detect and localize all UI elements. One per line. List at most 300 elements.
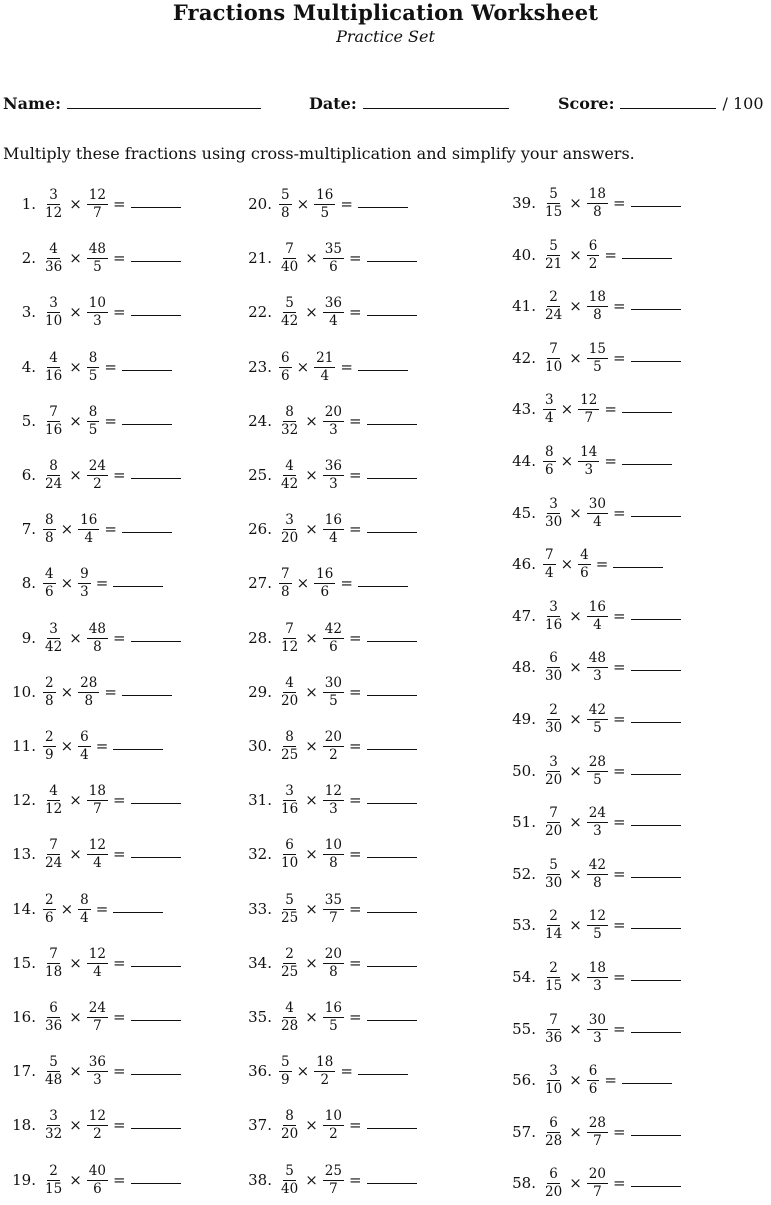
first-numerator: 6 [281,349,290,366]
equals-sign: = [348,1171,362,1189]
second-numerator: 8 [80,891,89,908]
answer-blank[interactable] [367,522,417,533]
answer-blank[interactable] [131,197,181,208]
first-numerator: 4 [49,240,58,257]
first-denominator: 20 [545,771,563,788]
second-numerator: 16 [316,186,334,203]
problem-number: 31. [248,791,272,809]
second-denominator: 3 [329,421,338,438]
second-numerator: 16 [324,511,342,528]
equals-sign: = [612,658,626,676]
times-sign: × [60,574,74,592]
second-denominator: 6 [329,638,338,655]
first-numerator: 2 [49,1162,58,1179]
second-denominator: 6 [588,1080,598,1097]
answer-blank[interactable] [622,402,672,413]
first-fraction [279,459,300,492]
first-numerator: 3 [549,753,558,770]
answer-blank[interactable] [131,1173,181,1184]
second-numerator: 12 [88,836,106,853]
second-fraction [323,296,344,329]
second-numerator: 36 [88,1053,106,1070]
equals-sign: = [340,574,353,592]
times-sign: × [296,574,310,592]
first-fraction [43,459,64,492]
second-fraction [587,858,608,891]
first-denominator: 21 [545,255,563,272]
first-numerator: 4 [285,457,294,474]
second-denominator: 4 [329,529,338,546]
answer-blank[interactable] [122,414,172,425]
problem-item [0,182,181,226]
first-fraction [279,567,292,600]
problem-number: 51. [512,813,536,831]
problem-number: 26. [248,520,272,538]
problem-item [0,507,172,551]
second-fraction [323,622,344,655]
equals-sign: = [95,737,109,755]
problem-item [240,832,417,876]
second-denominator: 4 [80,909,89,926]
equals-sign: = [112,1116,126,1134]
answer-blank[interactable] [113,576,163,587]
second-numerator: 16 [588,598,606,615]
answer-blank[interactable] [367,902,417,913]
first-numerator: 5 [549,856,558,873]
second-fraction [323,838,344,871]
second-denominator: 6 [329,258,338,275]
problem-number: 58. [512,1174,536,1192]
problem-number: 11. [12,737,36,755]
answer-blank[interactable] [622,248,672,259]
equals-sign: = [604,452,617,470]
answer-blank[interactable] [131,1118,181,1129]
equals-sign: = [112,1062,126,1080]
first-denominator: 9 [281,1071,290,1088]
problem-number: 35. [248,1008,272,1026]
answer-blank[interactable] [367,956,417,967]
equals-sign: = [348,1116,362,1134]
answer-blank[interactable] [367,1118,417,1129]
first-numerator: 8 [285,728,294,745]
answer-blank[interactable] [113,902,163,913]
times-sign: × [305,629,318,647]
problem-number: 16. [12,1008,36,1026]
answer-blank[interactable] [131,251,181,262]
times-sign: × [305,1171,318,1189]
first-numerator: 2 [549,907,558,924]
equals-sign: = [348,900,362,918]
times-sign: × [569,349,582,367]
first-denominator: 48 [45,1071,63,1088]
answer-blank[interactable] [631,764,681,775]
first-denominator: 6 [545,461,554,478]
second-numerator: 4 [580,546,589,563]
first-numerator: 4 [49,782,58,799]
answer-blank[interactable] [367,305,417,316]
answer-blank[interactable] [131,631,181,642]
second-denominator: 2 [329,1125,338,1142]
answer-blank[interactable] [367,1173,417,1184]
problem-number: 2. [21,249,36,267]
first-denominator: 30 [545,667,563,684]
problem-item [504,284,681,328]
second-fraction [323,513,344,546]
problem-item [504,542,663,586]
first-denominator: 20 [281,529,299,546]
answer-blank[interactable] [631,815,681,826]
answer-blank[interactable] [131,1064,181,1075]
second-fraction [87,1164,108,1197]
answer-blank[interactable] [122,685,172,696]
answer-blank[interactable] [622,1073,672,1084]
second-fraction [78,567,91,600]
second-denominator: 8 [593,874,602,891]
answer-blank[interactable] [367,414,417,425]
first-denominator: 42 [45,638,63,655]
problem-number: 22. [248,303,272,321]
first-denominator: 8 [45,529,54,546]
first-numerator: 5 [281,1053,290,1070]
second-denominator: 3 [584,461,594,478]
score-total: / 100 [722,94,764,113]
first-numerator: 5 [285,1162,294,1179]
problem-number: 24. [248,412,272,430]
problem-item [240,182,408,226]
equals-sign: = [348,683,362,701]
times-sign: × [69,954,82,972]
answer-blank[interactable] [613,557,663,568]
second-numerator: 12 [580,391,598,408]
first-fraction [279,513,300,546]
answer-blank[interactable] [131,793,181,804]
answer-blank[interactable] [131,956,181,967]
second-fraction [87,784,108,817]
second-numerator: 15 [588,340,606,357]
first-denominator: 40 [281,1180,299,1197]
answer-blank[interactable] [131,847,181,858]
first-numerator: 2 [549,701,558,718]
answer-blank[interactable] [358,576,408,587]
first-denominator: 42 [281,475,299,492]
second-numerator: 12 [88,186,106,203]
answer-blank[interactable] [367,793,417,804]
problem-number: 43. [512,400,536,418]
second-denominator: 5 [329,692,338,709]
second-numerator: 42 [324,620,342,637]
answer-blank[interactable] [367,685,417,696]
problem-number: 25. [248,466,272,484]
times-sign: × [69,303,82,321]
answer-blank[interactable] [631,918,681,929]
second-fraction [587,497,608,530]
second-fraction [78,730,91,763]
first-denominator: 16 [45,367,63,384]
second-numerator: 30 [324,674,342,691]
second-fraction [87,296,108,329]
answer-blank[interactable] [631,1176,681,1187]
first-numerator: 6 [549,1165,558,1182]
first-numerator: 7 [281,565,290,582]
first-numerator: 5 [49,1053,58,1070]
problem-item [504,852,681,896]
first-fraction [279,296,300,329]
first-denominator: 4 [545,409,554,426]
first-denominator: 10 [545,1080,563,1097]
equals-sign: = [340,358,353,376]
times-sign: × [569,658,582,676]
answer-blank[interactable] [367,739,417,750]
second-numerator: 6 [588,237,598,254]
second-denominator: 6 [320,583,330,600]
first-denominator: 36 [45,1017,63,1034]
first-fraction [543,1013,564,1046]
second-numerator: 18 [588,185,606,202]
first-fraction [543,1167,564,1200]
first-fraction [543,961,564,994]
first-denominator: 25 [281,909,299,926]
first-numerator: 7 [49,836,58,853]
first-fraction [543,290,564,323]
times-sign: × [69,1008,82,1026]
equals-sign: = [112,249,126,267]
first-numerator: 8 [45,511,54,528]
equals-sign: = [612,194,626,212]
second-fraction [78,513,99,546]
second-fraction [587,1013,608,1046]
times-sign: × [569,1020,582,1038]
second-numerator: 24 [88,457,106,474]
times-sign: × [296,195,310,213]
answer-blank[interactable] [631,1022,681,1033]
first-fraction [279,405,300,438]
first-fraction [43,513,56,546]
times-sign: × [60,520,74,538]
second-numerator: 12 [88,945,106,962]
second-fraction [323,730,344,763]
second-numerator: 24 [88,999,106,1016]
first-fraction [279,730,300,763]
answer-blank[interactable] [631,506,681,517]
first-numerator: 6 [549,1114,558,1131]
first-numerator: 3 [545,391,554,408]
answer-blank[interactable] [631,196,681,207]
second-denominator: 7 [93,800,102,817]
problem-item [504,594,681,638]
first-fraction [543,651,564,684]
first-denominator: 24 [45,854,63,871]
second-numerator: 8 [88,403,98,420]
times-sign: × [569,813,582,831]
answer-blank[interactable] [113,739,163,750]
answer-blank[interactable] [367,1010,417,1021]
times-sign: × [305,520,318,538]
times-sign: × [305,1116,318,1134]
equals-sign: = [612,1123,626,1141]
problem-number: 56. [512,1071,536,1089]
first-numerator: 5 [549,185,558,202]
answer-blank[interactable] [631,970,681,981]
first-fraction [43,784,64,817]
equals-sign: = [612,607,626,625]
second-numerator: 35 [324,240,342,257]
equals-sign: = [104,412,117,430]
answer-blank[interactable] [631,867,681,878]
first-fraction [43,351,64,384]
equals-sign: = [348,845,362,863]
first-numerator: 7 [549,1011,558,1028]
answer-blank[interactable] [358,197,408,208]
equals-sign: = [348,303,362,321]
answer-blank[interactable] [122,360,172,371]
name-label: Name: [3,94,62,113]
answer-blank[interactable] [122,522,172,533]
second-fraction [323,1109,344,1142]
answer-blank[interactable] [631,609,681,620]
equals-sign: = [340,195,353,213]
times-sign: × [305,791,318,809]
second-numerator: 20 [324,403,342,420]
times-sign: × [560,452,574,470]
times-sign: × [569,607,582,625]
answer-blank[interactable] [131,468,181,479]
first-fraction [43,1109,64,1142]
second-denominator: 7 [593,1132,602,1149]
second-denominator: 6 [580,564,589,581]
equals-sign: = [112,629,126,647]
times-sign: × [569,710,582,728]
problem-number: 39. [512,194,536,212]
answer-blank[interactable] [631,351,681,362]
instructions: Multiply these fractions using cross-multiplication and simplify your answers. [3,144,635,163]
problem-number: 54. [512,968,536,986]
equals-sign: = [104,358,117,376]
first-numerator: 8 [545,443,554,460]
second-denominator: 4 [93,963,102,980]
problem-number: 8. [21,574,36,592]
answer-blank[interactable] [358,360,408,371]
first-fraction [43,1055,64,1088]
second-fraction [87,1109,108,1142]
equals-sign: = [612,968,626,986]
second-numerator: 10 [324,836,342,853]
second-denominator: 4 [93,854,102,871]
answer-blank[interactable] [622,454,672,465]
second-fraction [587,755,608,788]
equals-sign: = [595,555,609,573]
answer-blank[interactable] [367,631,417,642]
second-fraction [587,342,608,375]
equals-sign: = [612,710,626,728]
first-fraction [543,187,564,220]
equals-sign: = [604,246,617,264]
first-fraction [279,622,300,655]
problem-item [240,778,417,822]
second-fraction [314,351,335,384]
times-sign: × [560,555,574,573]
equals-sign: = [112,845,126,863]
second-numerator: 28 [588,753,606,770]
first-fraction [43,730,56,763]
problem-number: 29. [248,683,272,701]
answer-blank[interactable] [367,847,417,858]
second-denominator: 2 [588,255,598,272]
first-fraction [279,1055,292,1088]
times-sign: × [569,297,582,315]
first-numerator: 3 [549,1062,558,1079]
first-denominator: 12 [45,204,63,221]
answer-blank[interactable] [631,299,681,310]
answer-blank[interactable] [631,660,681,671]
equals-sign: = [104,683,117,701]
first-fraction [43,1164,64,1197]
times-sign: × [569,1123,582,1141]
first-fraction [279,838,300,871]
second-fraction [323,242,344,275]
problem-number: 37. [248,1116,272,1134]
problem-item [0,778,181,822]
second-denominator: 6 [93,1180,102,1197]
second-fraction [587,1116,608,1149]
answer-blank[interactable] [131,1010,181,1021]
second-fraction [87,405,100,438]
answer-blank[interactable] [358,1064,408,1075]
second-fraction [87,838,108,871]
equals-sign: = [612,1174,626,1192]
answer-blank[interactable] [631,1125,681,1136]
second-numerator: 18 [588,959,606,976]
times-sign: × [569,1071,582,1089]
problem-number: 57. [512,1123,536,1141]
second-fraction [323,676,344,709]
first-fraction [279,188,292,221]
answer-blank[interactable] [367,468,417,479]
answer-blank[interactable] [131,305,181,316]
problem-item [504,181,681,225]
second-fraction [578,393,599,426]
first-denominator: 10 [281,854,299,871]
equals-sign: = [604,1071,617,1089]
problem-item [504,1007,681,1051]
first-fraction [279,676,300,709]
problem-item [0,724,163,768]
first-fraction [543,497,564,530]
second-numerator: 28 [588,1114,606,1131]
problem-item [240,670,417,714]
problem-number: 28. [248,629,272,647]
second-denominator: 4 [80,746,89,763]
second-denominator: 4 [329,312,338,329]
equals-sign: = [348,520,362,538]
problem-item [0,399,172,443]
second-numerator: 9 [80,565,89,582]
second-fraction [314,567,335,600]
problem-number: 1. [21,195,36,213]
answer-blank[interactable] [367,251,417,262]
second-denominator: 5 [88,421,98,438]
first-denominator: 40 [281,258,299,275]
answer-blank[interactable] [631,712,681,723]
problem-number: 42. [512,349,536,367]
first-numerator: 7 [49,403,58,420]
first-fraction [279,1164,300,1197]
problem-item [504,955,681,999]
first-fraction [543,858,564,891]
second-denominator: 8 [329,963,338,980]
times-sign: × [60,683,74,701]
first-denominator: 6 [45,909,54,926]
second-fraction [78,676,99,709]
